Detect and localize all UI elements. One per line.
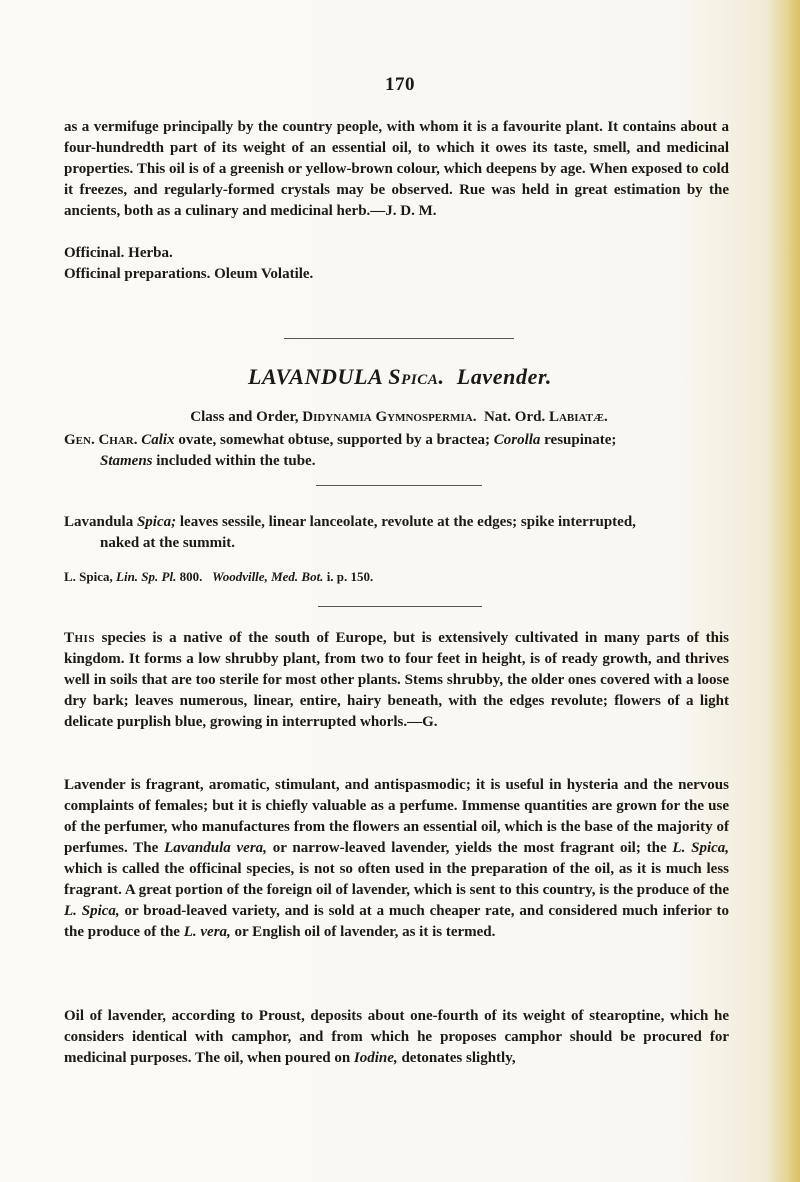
- genus-name: LAVANDULA: [247, 364, 383, 389]
- common-name: Lavender.: [456, 364, 553, 389]
- oil-text-a: Oil of lavender, according to Proust, deposits about one-fourth of its weight of stearoptine, which he considers identical with camphor, and from which he proposes camphor should be procured for medicinal purposes. The oil, when poured on: [64, 1008, 729, 1066]
- species-heading: [0, 364, 800, 390]
- description-first-line: species is a native of the south of Europe, but is extensively cultivated in many: [101, 630, 640, 646]
- officinal-preparations-line: Officinal preparations. Oleum Volatile.: [64, 266, 314, 282]
- uses-text-e: or English oil of lavender, as it is termed.: [234, 924, 496, 940]
- stamens-text: included within the tube.: [156, 453, 316, 469]
- uses-paragraph: [64, 775, 729, 943]
- gen-char-label: Gen. Char.: [64, 432, 138, 448]
- intro-paragraph: as a vermifuge principally by the country people, with whom it is a favourite plant. It contains about a four-hundredth part of its weight of an essential oil, to which it owes its taste, smell, and medicinal properties. This oil is of a greenish or yellow-brown colour, which deepens by age. When exposed to cold it freezes, and regularly-formed crystals may be observed. Rue was held in great estimation by the ancients, both as a culinary and medicinal herb.—J. D. M.: [64, 119, 729, 219]
- species-def-genus: Lavandula: [64, 514, 134, 530]
- page-number: 170: [385, 74, 415, 95]
- officinal-block: [64, 243, 729, 285]
- oil-paragraph: [64, 1006, 729, 1069]
- uses-text-d: or broad-leaved variety, and is sold at a much cheaper rate, and considered much inferior to the produce of the: [64, 903, 729, 940]
- oil-text-b: detonates slightly,: [401, 1050, 516, 1066]
- section-divider: [284, 338, 514, 339]
- corolla-label: Corolla: [493, 432, 541, 448]
- generic-character: [64, 430, 744, 472]
- species-def-text: leaves sessile, linear lanceolate, revolute at the edges; spike interrupted,: [179, 514, 636, 530]
- uses-text-a: Lavender is fragrant, aromatic, stimulant, and antispasmodic; it is useful in hysteria and the nervous complaints of females; but it is chiefly valuable as a perfume. Immense quantities are grown for the use of the perfumer, who manufactures from the flowers an essential oil, which is the base of the majority of perfumes. The: [64, 777, 729, 856]
- nat-ord-label: Nat. Ord.: [483, 409, 546, 425]
- ref-woodville-title: Woodville, Med. Bot.: [212, 569, 324, 584]
- ref-linnaeus-prefix: L. Spica,: [64, 569, 113, 584]
- calix-text: ovate, somewhat obtuse, supported by a bractea;: [178, 432, 490, 448]
- uses-text-b: or narrow-leaved lavender, yields the most fragrant oil; the: [272, 840, 667, 856]
- species-def-continuation: naked at the summit.: [100, 535, 236, 551]
- stamens-label: Stamens: [100, 453, 153, 469]
- description-text: parts of this kingdom. It forms a low shrubby plant, from two to four feet in height, is of ready growth, and thrives well in soils that are too sterile for most other plants. Stems shrubby, the older ones covered with a loose dry bark; leaves numerous, linear, entire, hairy beneath, with the edges revolute; flowers of a light delicate purplish blue, growing in interrupted whorls.—G.: [64, 630, 730, 730]
- description-paragraph: [64, 628, 729, 733]
- uses-text-c: which is called the officinal species, is not so often used in the preparation of the oil, as it is much less fragrant. A great portion of the foreign oil of lavender, which is sent to this country, is the produce of the: [64, 861, 729, 898]
- class-name: Didynamia Gymnospermia.: [302, 409, 477, 425]
- references-line: [64, 568, 734, 586]
- species-def-species: Spica;: [136, 514, 177, 530]
- page-edge-discoloration: [766, 0, 800, 1182]
- oil-italic-iodine: Iodine,: [353, 1050, 398, 1066]
- corolla-text: resupinate;: [544, 432, 617, 448]
- uses-italic-vera: Lavandula vera,: [164, 840, 267, 856]
- ref-linnaeus-page: 800.: [179, 569, 203, 584]
- species-definition: [64, 512, 734, 554]
- class-label: Class and Order,: [190, 409, 299, 425]
- ref-linnaeus-title: Lin. Sp. Pl.: [116, 569, 177, 584]
- uses-italic-spica: L. Spica,: [672, 840, 730, 856]
- short-divider: [316, 485, 482, 486]
- class-order-line: [64, 407, 734, 428]
- nat-order-name: Labiatæ.: [548, 409, 608, 425]
- officinal-line: Officinal. Herba.: [64, 245, 173, 261]
- species-name: Spica.: [388, 364, 445, 389]
- uses-italic-vera-2: L. vera,: [183, 924, 231, 940]
- opening-word: This: [64, 630, 95, 646]
- short-divider-2: [318, 606, 482, 607]
- ref-woodville-page: i. p. 150.: [326, 569, 374, 584]
- calix-label: Calix: [141, 432, 175, 448]
- uses-italic-spica-2: L. Spica,: [64, 903, 120, 919]
